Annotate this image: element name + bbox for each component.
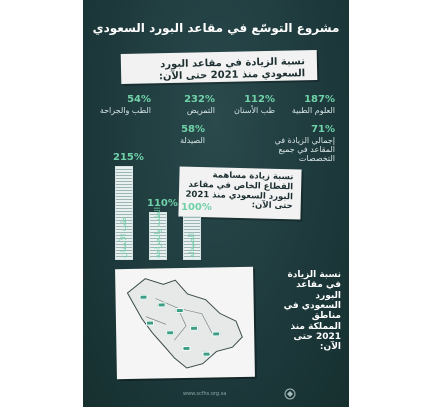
stat-pct: 58% — [181, 124, 205, 135]
stat-dentistry — [217, 94, 275, 115]
bar-category-label: طب الأسنان — [119, 217, 128, 258]
region-tag — [140, 295, 148, 300]
region-tag — [158, 302, 166, 307]
bar-value-label: 100% — [181, 202, 212, 213]
region-tag — [182, 346, 190, 351]
footer-url: www.scfhs.org.sa — [183, 391, 227, 397]
stat-pct: 54% — [127, 94, 151, 105]
stat-label: إجمالي الزيادة في المقاعد في جميع التخصصات — [274, 135, 335, 163]
bar-category-label: الصيدلة — [187, 233, 196, 258]
stat-label: الطب والجراحة — [99, 105, 151, 115]
private-sector-note-text: نسبة زيادة مساهمة القطاع الخاص في مقاعد البورد السعودي منذ 2021 حتى الآن: — [185, 170, 294, 212]
stat-label: طب الأسنان — [234, 105, 275, 115]
saudi-regions-map — [115, 267, 255, 379]
poster-title: مشروع التوسّع في مقاعد البورد السعودي — [92, 21, 340, 35]
header-note-card — [121, 50, 318, 84]
region-tag — [176, 308, 184, 313]
region-tag — [146, 321, 154, 326]
map-outline-icon — [115, 267, 255, 379]
stat-pct: 187% — [304, 94, 335, 105]
bar-value-label: 110% — [147, 198, 178, 209]
stat-label: التمريض — [186, 105, 215, 115]
stat-label: العلوم الطبية — [291, 105, 335, 115]
private-sector-bar-chart — [113, 150, 213, 260]
stat-pct: 232% — [184, 94, 215, 105]
stat-pharmacy — [155, 124, 205, 145]
stat-medical-sciences — [277, 94, 335, 115]
stat-nursing — [157, 94, 215, 115]
stat-label: الصيدلة — [180, 135, 205, 145]
stat-pct: 71% — [311, 124, 335, 135]
region-tag — [212, 331, 220, 336]
infographic-poster — [83, 0, 349, 407]
region-tag — [166, 330, 174, 335]
region-tag — [203, 352, 211, 357]
stat-medicine-surgery — [97, 94, 151, 115]
region-tag — [190, 326, 198, 331]
bar-value-label: 215% — [113, 152, 144, 163]
stat-pct: 112% — [244, 94, 275, 105]
header-note-text: نسبة الزيادة في مقاعد البورد السعودي منذ 2021 حتى الآن: — [158, 56, 306, 82]
bar-category-label: الطب والجراحة — [153, 206, 162, 258]
map-note-text: نسبة الزيادة في مقاعد البورد السعودي في مناطق المملكة منذ 2021 حتى الآن: — [283, 270, 341, 353]
scfhs-logo-icon — [283, 388, 297, 400]
stat-total-increase — [253, 124, 335, 163]
